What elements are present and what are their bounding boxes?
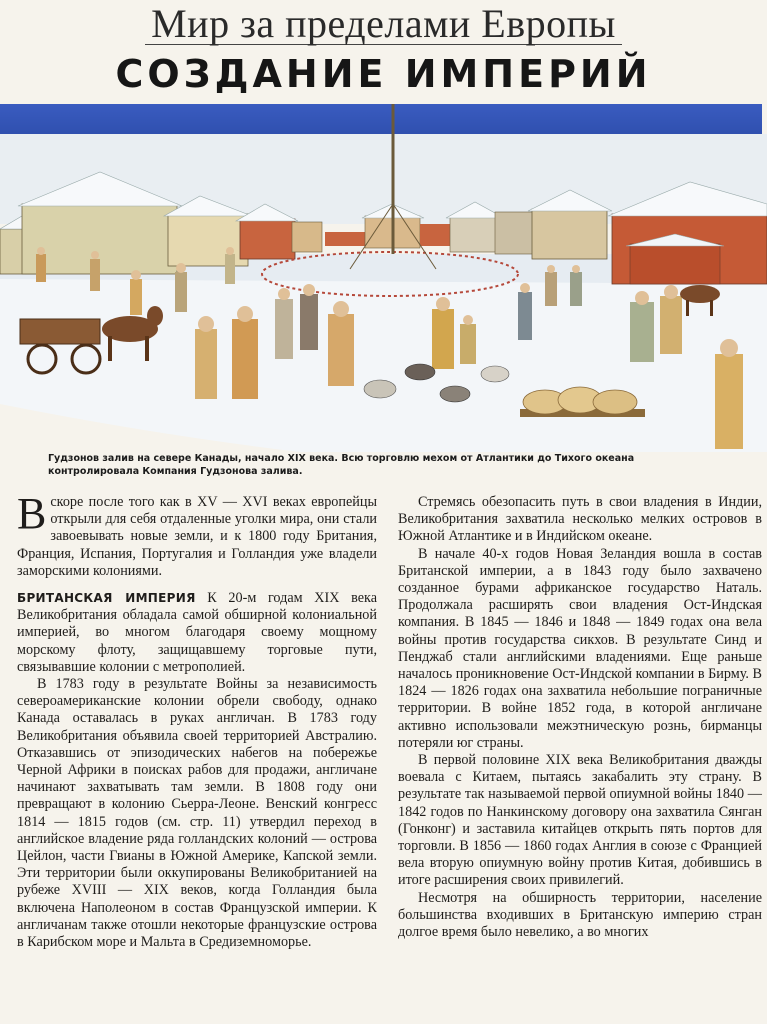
section-heading: БРИТАНСКАЯ ИМПЕРИЯ — [17, 591, 196, 606]
drop-cap: В — [17, 489, 47, 538]
fur-trading-post-illustration — [0, 104, 767, 452]
sled-with-bags — [520, 387, 645, 417]
left-column — [17, 489, 378, 951]
section-paragraph-2: В 1783 году в результате Войны за независимость североамериканские колонии обрели свободу, однако Канада оставалась в руках англичан. В 1783 году Великобритания объявила своей территорией Австралию. Отказавшись от эпизодических набегов на побережье Черной Африки в поисках рабов для продажи, англичане начинают захватывать там земли. В 1808 году они превращают в колонию Сьерра-Леоне. Венский конгресс 1814 — 1815 годов (см. стр. 11) утвердил переход в английское владение ряда голландских колоний — острова Цейлон, части Гвианы в Южной Америке, Капской земли. Эти территории были оккупированы Великобританией на рубеже XVIII — XIX веков, когда Голландия была включена Наполеоном в состав Французской империи. К англичанам также отошли некоторые французские острова в Карибском море и Мальта в Средиземноморье. — [17, 676, 377, 951]
series-title — [0, 0, 767, 48]
intro-paragraph — [17, 489, 377, 580]
page-title: СОЗДАНИЕ ИМПЕРИЙ — [115, 52, 652, 96]
series-title-text: Мир за пределами Европы — [145, 4, 622, 45]
caption-line-1: Гудзонов залив на севере Канады, начало XIX века. Всю торговлю мехом от Атлантики до Тихого океана — [48, 453, 635, 464]
right-paragraph-3: В первой половине XIX века Великобритания дважды воевала с Китаем, пытаясь закабалить эту страну. В результате так называемой первой опиумной войны 1840 — 1842 годов по Нанкинскому договору она захватила Сянган (Гонконг) и заставила китайцев открыть пять портов для торговли. В 1856 — 1860 годах Англия в союзе с Францией вела вторую опиумную войну против Китая, добившись в итоге расширения своих привилегий. — [398, 752, 762, 889]
right-paragraph-2: В начале 40-х годов Новая Зеландия вошла в состав Британской империи, а в 1843 году было захвачено созданное бурами африканское государство Наталь. Продолжала расширять свои владения Ост-Индская компания. В 1845 — 1846 и 1848 — 1849 годах она вела войны против государства сикхов. В результате Синд и Пенджаб стали английскими владениями. Еще раньше началось проникновение Ост-Индской компании в Бирму. В 1824 — 1826 годах она захватила небольшие пограничные территории. В войне 1852 года, в которой англичане активно использовали межэтническую рознь, бирманцы потеряли юг страны. — [398, 545, 762, 751]
right-paragraph-4: Несмотря на обширность территории, население большинства входивших в Британскую империю стран долгое время было невелико, а во многих — [398, 889, 762, 941]
illustration-caption — [48, 452, 688, 478]
caption-line-2: контролировала Компания Гудзонова залива. — [48, 466, 303, 477]
section-text-1: К 20-м годам XIX века Великобритания обладала самой обширной колониальной империей, во многом благодаря своему мощному морскому флоту, защищавшему торговые пути, связывавшие колонии с метрополией. — [17, 590, 378, 675]
section-paragraph-1 — [17, 590, 377, 676]
right-paragraph-1: Стремясь обезопасить путь в свои владения в Индии, Великобритания захватила несколько мелких островов в Южной Атлантике и в Индийском океане. — [398, 494, 762, 545]
right-column — [398, 494, 762, 941]
intro-text: скоре после того как в XV — XVI веках европейцы открыли для себя отдаленные уголки мира, они стали завоевывать новые земли, и к 1800 году Британия, Франция, Испания, Португалия и Голландия уже владели заморскими колониями. — [17, 494, 377, 579]
